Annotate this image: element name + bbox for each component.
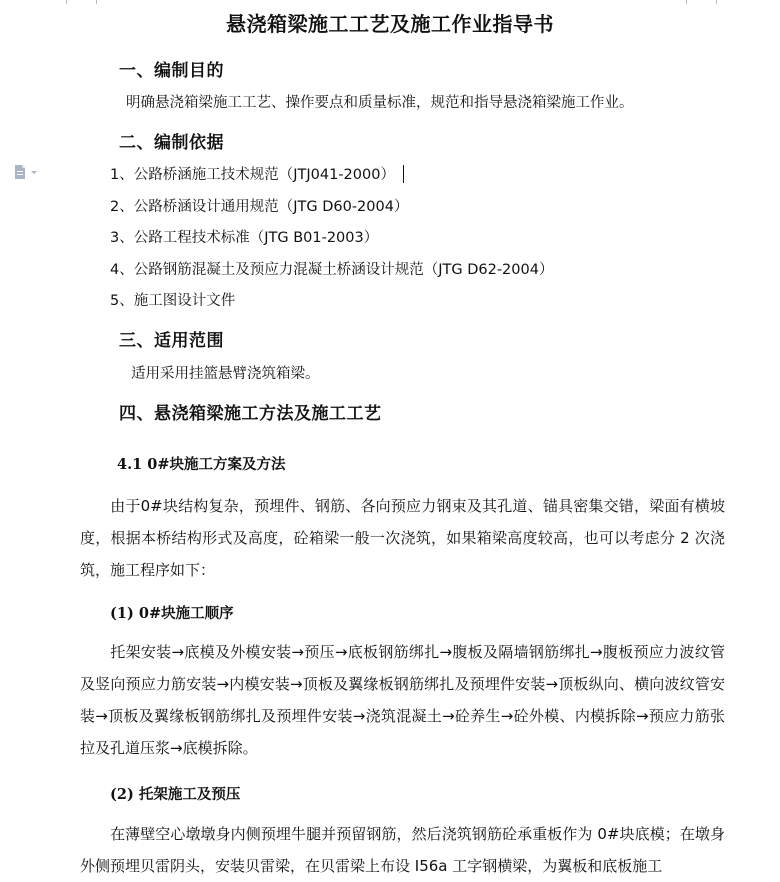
basis-item-4: 4、公路钢筋混凝土及预应力混凝土桥涵设计规范（JTG D62-2004） — [110, 262, 554, 278]
section-heading-scope: 三、适用范围 — [119, 331, 224, 351]
subsection-heading-sequence: (1) 0#块施工顺序 — [110, 605, 234, 622]
text-cursor — [403, 165, 405, 183]
paragraph-4-1 — [80, 490, 725, 586]
document-title: 悬浇箱梁施工工艺及施工作业指导书 — [226, 12, 554, 36]
section-heading-method: 四、悬浇箱梁施工方法及施工工艺 — [119, 404, 382, 424]
purpose-text: 明确悬浇箱梁施工工艺、操作要点和质量标准，规范和指导悬浇箱梁施工作业。 — [126, 95, 634, 111]
paragraph-bracket — [80, 818, 725, 882]
paragraph-4-1-text: 由于0#块结构复杂，预埋件、钢筋、各向预应力钢束及其孔道、锚具密集交错，梁面有横坡度，根据本桥结构形式及高度，砼箱梁一般一次浇筑，如果箱梁高度较高，也可以考虑分 2 次浇筑，施工程序如下： — [80, 497, 725, 579]
basis-item-1-text: 1、公路桥涵施工技术规范（JTJ041-2000） — [110, 167, 395, 183]
scope-text: 适用采用挂篮悬臂浇筑箱梁。 — [131, 366, 320, 382]
paragraph-sequence-text: 托架安装→底模及外模安装→预压→底板钢筋绑扎→腹板及隔墙钢筋绑扎→腹板预应力波纹管及竖向预应力筋安装→内模安装→顶板及翼缘板钢筋绑扎及预埋件安装→顶板纵向、横向波纹管安装→顶板及翼缘板钢筋绑扎及预埋件安装→浇筑混凝土→砼养生→砼外模、内模拆除→预应力筋张拉及孔道压浆→底模拆除。 — [80, 643, 725, 757]
basis-item-2: 2、公路桥涵设计通用规范（JTG D60-2004） — [110, 199, 409, 215]
subsection-heading-4-1: 4.1 0#块施工方案及方法 — [117, 456, 286, 473]
paragraph-bracket-text: 在薄壁空心墩墩身内侧预埋牛腿并预留钢筋，然后浇筑钢筋砼承重板作为 0#块底模；在墩身外侧预埋贝雷阴头，安装贝雷梁，在贝雷梁上布设 I56a 工字钢横梁，为翼板和底板施工 — [80, 825, 725, 875]
section-heading-purpose: 一、编制目的 — [119, 61, 224, 81]
paragraph-sequence — [80, 636, 725, 764]
subsection-heading-bracket: (2) 托架施工及预压 — [110, 786, 241, 803]
basis-item-5: 5、施工图设计文件 — [110, 293, 236, 309]
basis-item-3: 3、公路工程技术标准（JTG B01-2003） — [110, 230, 379, 246]
basis-item-1[interactable] — [110, 165, 404, 185]
section-heading-basis: 二、编制依据 — [119, 133, 224, 153]
